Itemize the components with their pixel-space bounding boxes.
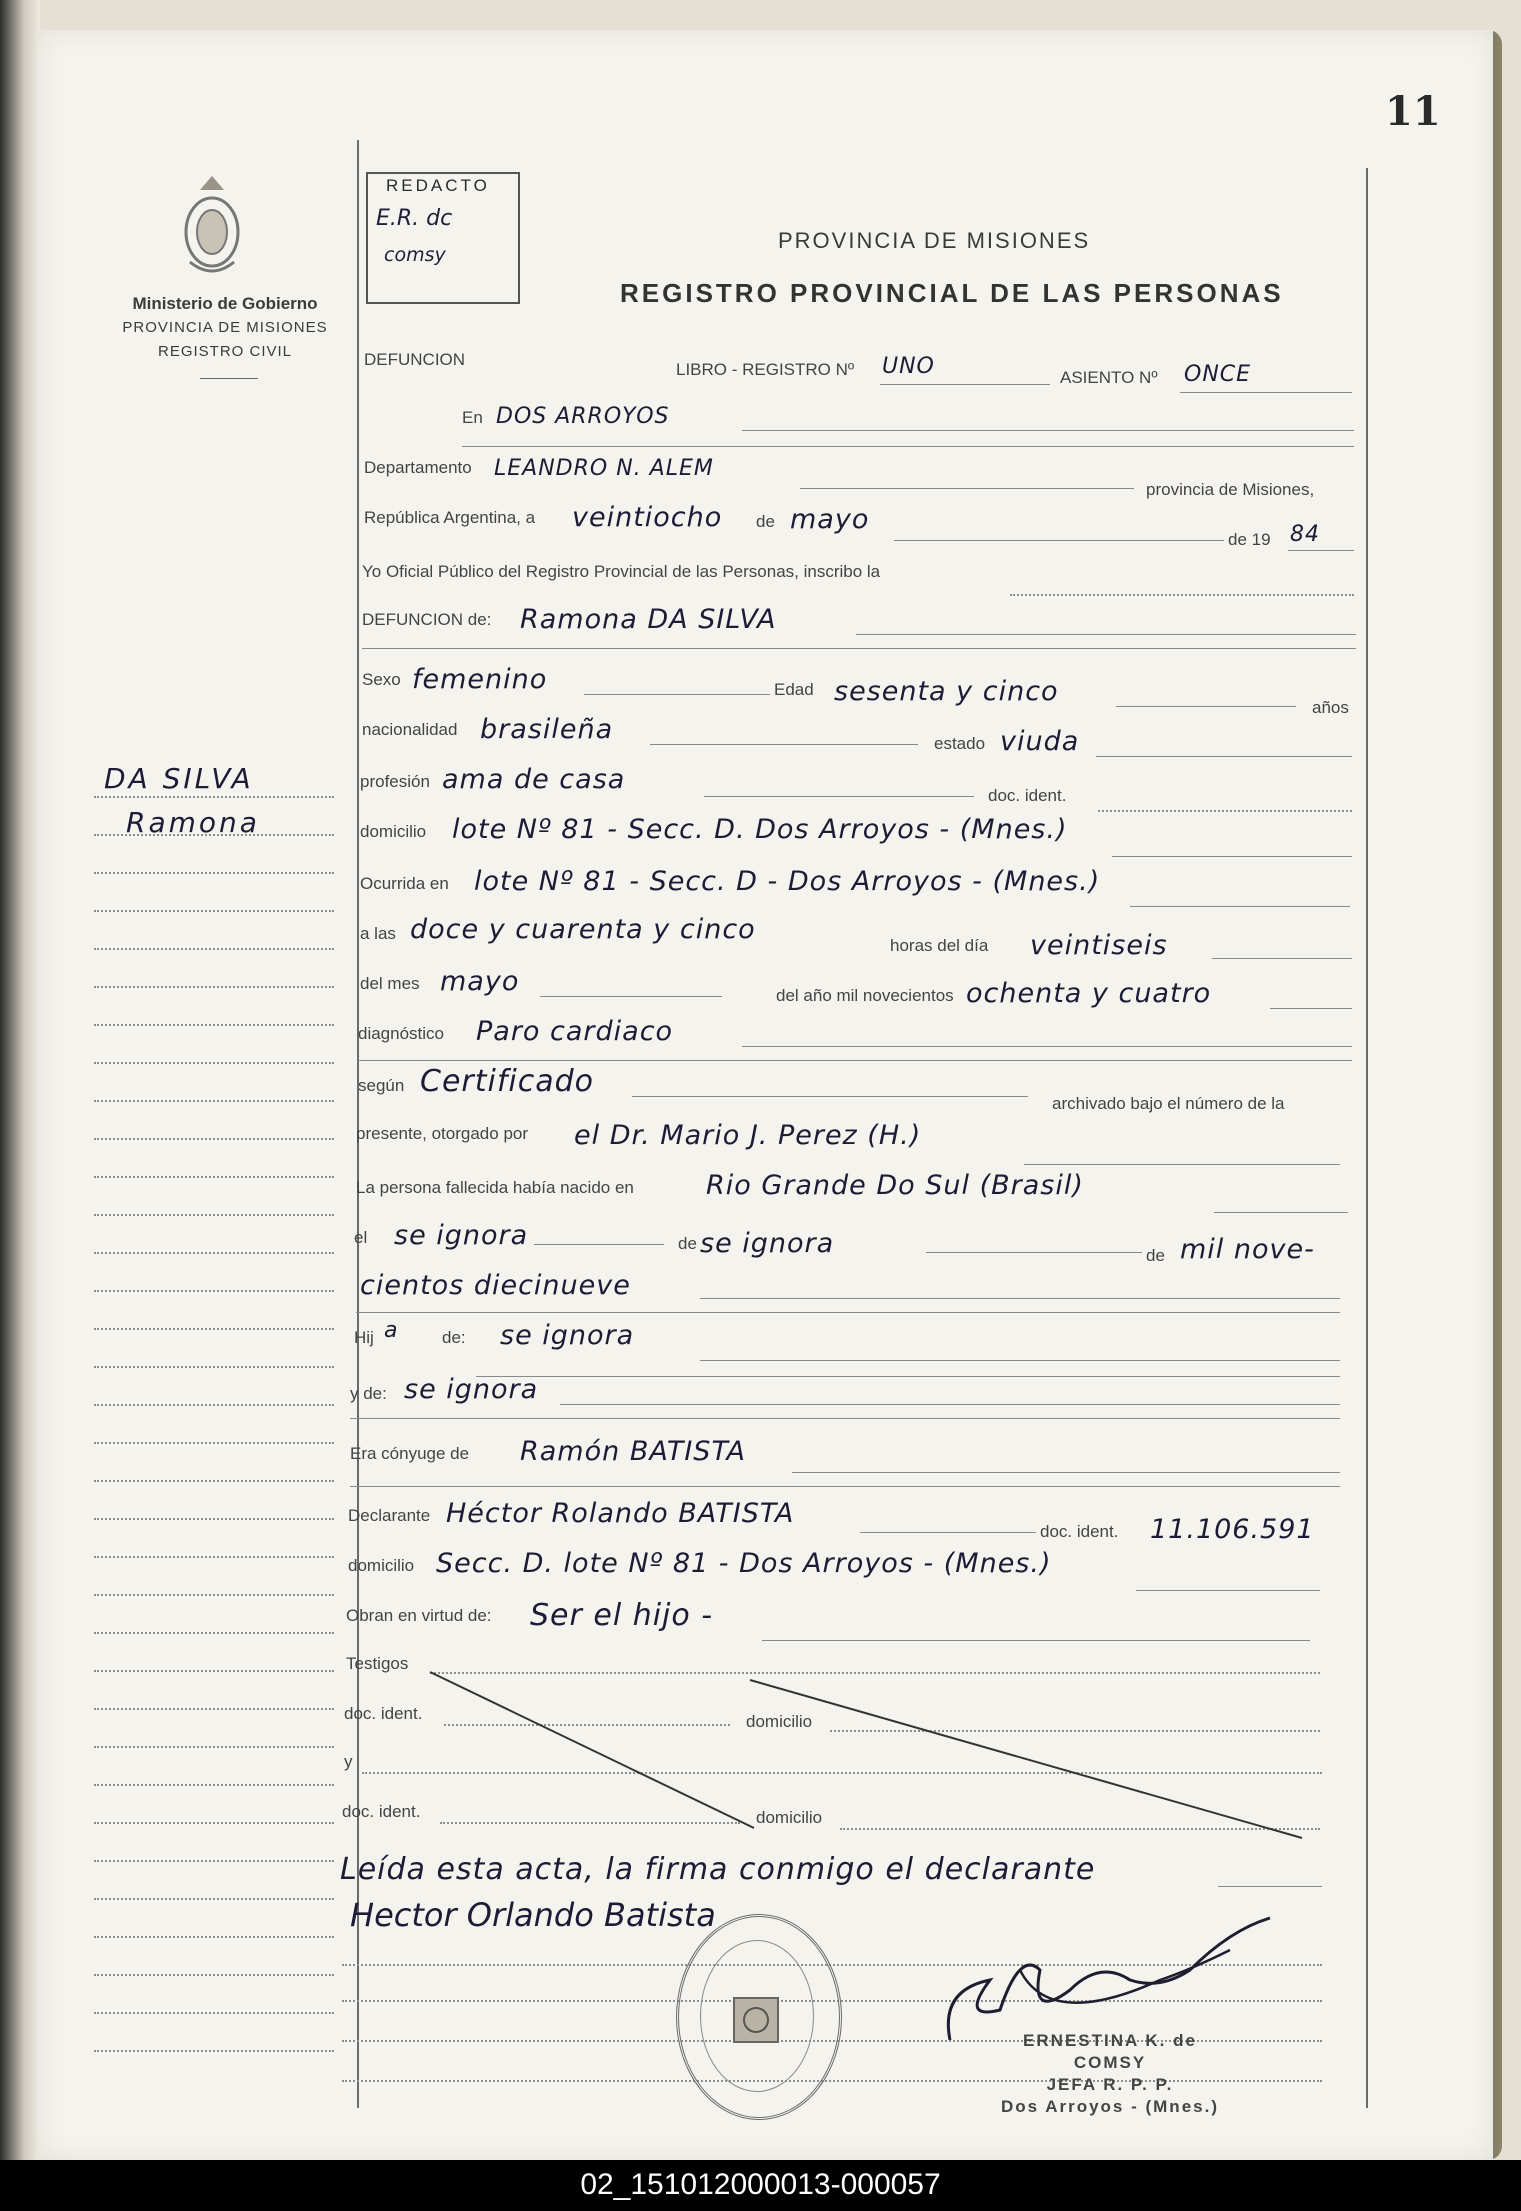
margin-rule	[94, 986, 334, 988]
official-name: ERNESTINA K. de COMSY	[1023, 2031, 1197, 2072]
month-de-label: de	[756, 512, 775, 531]
dia-rule	[1212, 958, 1352, 959]
deceased-rule-2	[362, 648, 1356, 649]
margin-rule	[94, 1366, 334, 1368]
estado-value: viuda	[1000, 726, 1080, 757]
margin-rule	[94, 1138, 334, 1140]
nacionalidad-label: nacionalidad	[362, 720, 458, 739]
ministry-name: Ministerio de Gobierno	[132, 294, 318, 313]
segun-rule	[632, 1096, 1028, 1097]
year-suffix-value: 84	[1290, 522, 1320, 547]
del-mes-label: del mes	[360, 974, 420, 993]
margin-rule	[94, 2012, 334, 2014]
de3-label: de	[1146, 1246, 1165, 1265]
ano-value: ochenta y cuatro	[966, 978, 1212, 1009]
sexo-value: femenino	[412, 664, 548, 695]
oficial-rule	[1010, 594, 1354, 596]
conyuge-rule	[792, 1472, 1340, 1473]
el-rule	[534, 1244, 664, 1245]
de2-value: se ignora	[700, 1228, 835, 1259]
year-cont-rule-2	[356, 1312, 1340, 1313]
form-right-border	[1366, 168, 1368, 2108]
padre-rule	[700, 1360, 1340, 1361]
year-rule	[1288, 550, 1354, 551]
de2-label: de	[678, 1234, 697, 1253]
place-value: DOS ARROYOS	[496, 404, 670, 429]
obran-label: Obran en virtud de:	[346, 1606, 492, 1625]
margin-rule	[94, 1594, 334, 1596]
margin-rule	[94, 1746, 334, 1748]
margin-firstname: Ramona	[126, 806, 260, 839]
day-value: veintiocho	[572, 502, 723, 533]
margin-rule	[94, 1100, 334, 1102]
estado-label: estado	[934, 734, 986, 753]
margin-rule	[94, 834, 334, 836]
margin-rule	[94, 872, 334, 874]
oficial-statement: Yo Oficial Público del Registro Provincial de las Personas, inscribo la	[362, 562, 881, 581]
mes-value: mayo	[440, 966, 520, 997]
diagnostico-label: diagnóstico	[358, 1024, 445, 1043]
margin-rule	[94, 1290, 334, 1292]
year-continuation: cientos diecinueve	[360, 1270, 631, 1301]
margin-rule	[94, 1480, 334, 1482]
diagnostico-rule	[742, 1046, 1352, 1047]
profesion-rule	[704, 796, 974, 797]
official-title: JEFA R. P. P.	[1046, 2075, 1174, 2094]
departamento-value: LEANDRO N. ALEM	[494, 456, 714, 481]
testigos-cancel-strokes	[420, 1660, 1320, 1840]
departamento-rule	[800, 488, 1134, 489]
padre-rule-2	[476, 1376, 1340, 1377]
madre-value: se ignora	[404, 1374, 539, 1405]
el-value: se ignora	[394, 1220, 529, 1251]
ministry-province: PROVINCIA DE MISIONES	[122, 319, 328, 336]
profesion-label: profesión	[360, 772, 430, 791]
profesion-value: ama de casa	[442, 764, 626, 795]
declarante-label: Declarante	[348, 1506, 431, 1525]
dia-value: veintiseis	[1030, 930, 1168, 961]
testigo1-domicilio-label: domicilio	[746, 1712, 813, 1731]
decl-doc-value: 11.106.591	[1150, 1514, 1315, 1545]
a-las-label: a las	[360, 924, 396, 943]
seal-crest-icon	[728, 1990, 784, 2050]
margin-rule	[94, 1632, 334, 1634]
ministry-block	[100, 292, 350, 364]
redacto-handwriting-2: comsy	[384, 244, 446, 266]
asiento-value: ONCE	[1184, 362, 1252, 387]
testigo2-domicilio-label: domicilio	[756, 1808, 823, 1827]
y-label: y	[344, 1752, 353, 1771]
page-number: 11	[1385, 88, 1441, 135]
domicilio-value: lote Nº 81 - Secc. D. Dos Arroyos - (Mnes.)	[452, 814, 1068, 845]
hij-label: Hij	[354, 1328, 374, 1347]
obran-rule	[762, 1640, 1310, 1641]
margin-rule	[94, 1670, 334, 1672]
conyuge-label: Era cónyuge de	[350, 1444, 470, 1463]
ocurrida-rule	[1130, 906, 1350, 907]
hij-suffix: a	[384, 1318, 399, 1343]
testigos-label: Testigos	[346, 1654, 409, 1673]
margin-rule	[94, 1936, 334, 1938]
decl-domicilio-value: Secc. D. lote Nº 81 - Dos Arroyos - (Mnes.)	[436, 1548, 1052, 1579]
del-ano-label: del año mil novecientos	[776, 986, 954, 1005]
doc-ident-label: doc. ident.	[988, 786, 1067, 805]
redacto-title: REDACTO	[386, 176, 490, 195]
closing-statement: Leída esta acta, la firma conmigo el declarante	[340, 1852, 1096, 1887]
de2-rule	[926, 1252, 1142, 1253]
declarante-rule	[860, 1532, 1036, 1533]
conyuge-value: Ramón BATISTA	[520, 1436, 746, 1467]
record-type-label: DEFUNCION	[364, 350, 466, 369]
ano-rule	[1270, 1008, 1352, 1009]
testigo1-doc-label: doc. ident.	[344, 1704, 423, 1723]
departamento-label: Departamento	[364, 458, 472, 477]
closing-rule	[1218, 1886, 1322, 1887]
edad-rule	[1116, 706, 1296, 707]
margin-rule	[94, 1328, 334, 1330]
book-spine-edge	[0, 0, 40, 2160]
madre-rule-2	[350, 1418, 1340, 1419]
official-location: Dos Arroyos - (Mnes.)	[1000, 2097, 1219, 2116]
margin-rule	[94, 1442, 334, 1444]
margin-rule	[94, 1974, 334, 1976]
padre-value: se ignora	[500, 1320, 635, 1351]
doc-ident-rule	[1098, 810, 1352, 812]
conyuge-rule-2	[350, 1486, 1340, 1487]
libro-rule	[880, 384, 1050, 385]
deceased-name: Ramona DA SILVA	[520, 604, 777, 635]
month-value: mayo	[790, 504, 870, 535]
defuncion-de-label: DEFUNCION de:	[362, 610, 492, 629]
margin-rule	[94, 1784, 334, 1786]
decl-doc-label: doc. ident.	[1040, 1522, 1119, 1541]
estado-rule	[1096, 756, 1352, 757]
margin-rule	[94, 1708, 334, 1710]
mes-rule	[540, 996, 722, 997]
scan-filename: 02_151012000013-000057	[580, 2168, 941, 2201]
declarante-value: Héctor Rolando BATISTA	[446, 1498, 795, 1529]
ocurrida-value: lote Nº 81 - Secc. D - Dos Arroyos - (Mnes.)	[474, 866, 1101, 897]
edad-label: Edad	[774, 680, 814, 699]
decl-domicilio-rule	[1136, 1590, 1320, 1591]
year-prefix-label: de 19	[1228, 530, 1271, 549]
asiento-label: ASIENTO Nº	[1060, 368, 1158, 387]
month-rule	[894, 540, 1224, 541]
margin-rule	[94, 796, 334, 798]
margin-rule	[94, 1518, 334, 1520]
otorgado-value: el Dr. Mario J. Perez (H.)	[574, 1120, 922, 1151]
el-label: el	[354, 1228, 368, 1247]
obran-value: Ser el hijo -	[530, 1598, 714, 1633]
margin-rule	[94, 1176, 334, 1178]
ocurrida-label: Ocurrida en	[360, 874, 449, 893]
ministry-registry: REGISTRO CIVIL	[157, 343, 293, 360]
presente-label: presente, otorgado por	[356, 1124, 529, 1143]
place-rule-2	[462, 446, 1354, 447]
margin-rule	[94, 1404, 334, 1406]
sexo-label: Sexo	[362, 670, 401, 689]
redacto-handwriting-1: E.R. dc	[376, 206, 453, 231]
hij-de-label: de:	[442, 1328, 466, 1347]
republica-label: República Argentina, a	[364, 508, 536, 527]
en-label: En	[462, 408, 483, 427]
province-heading: PROVINCIA DE MISIONES	[778, 228, 1091, 253]
margin-rule	[94, 1556, 334, 1558]
margin-rule	[94, 1898, 334, 1900]
year-cont-rule	[700, 1298, 1340, 1299]
decl-domicilio-label: domicilio	[348, 1556, 415, 1575]
margin-rule	[94, 1252, 334, 1254]
margin-rule	[94, 1214, 334, 1216]
margin-rule	[94, 910, 334, 912]
nacido-label: La persona fallecida había nacido en	[356, 1178, 634, 1197]
edad-value: sesenta y cinco	[834, 676, 1059, 707]
margin-rule	[94, 2050, 334, 2052]
libro-value: UNO	[882, 354, 935, 379]
diagnostico-value: Paro cardiaco	[476, 1016, 674, 1047]
testigo2-doc-label: doc. ident.	[342, 1802, 421, 1821]
archivado-label: archivado bajo el número de la	[1052, 1094, 1285, 1113]
margin-surname: DA SILVA	[104, 762, 254, 795]
provincia-label: provincia de Misiones,	[1146, 480, 1315, 499]
hora-value: doce y cuarenta y cinco	[410, 914, 756, 945]
official-stamp	[990, 2030, 1230, 2118]
declarant-signature: Hector Orlando Batista	[350, 1896, 716, 1934]
coat-of-arms-icon	[182, 172, 242, 282]
margin-rule	[94, 1860, 334, 1862]
nacido-value: Rio Grande Do Sul (Brasil)	[706, 1170, 1084, 1201]
margin-rule	[94, 1024, 334, 1026]
otorgado-rule	[1024, 1164, 1340, 1165]
segun-label: según	[358, 1076, 405, 1095]
margin-rule	[94, 1062, 334, 1064]
y-de-label: y de:	[350, 1384, 387, 1403]
nacionalidad-rule	[650, 744, 918, 745]
domicilio-label: domicilio	[360, 822, 427, 841]
horas-label: horas del día	[890, 936, 989, 955]
margin-rule	[94, 948, 334, 950]
registry-heading: REGISTRO PROVINCIAL DE LAS PERSONAS	[620, 278, 1284, 308]
ministry-divider	[200, 378, 258, 379]
madre-rule	[560, 1404, 1340, 1405]
segun-value: Certificado	[420, 1064, 595, 1099]
anos-label: años	[1312, 698, 1349, 717]
nacionalidad-value: brasileña	[480, 714, 614, 745]
libro-label: LIBRO - REGISTRO Nº	[676, 360, 855, 379]
margin-rule	[94, 1822, 334, 1824]
deceased-rule	[856, 634, 1356, 635]
asiento-rule	[1180, 392, 1352, 393]
domicilio-rule	[1112, 856, 1352, 857]
sexo-rule	[584, 694, 770, 695]
diagnostico-rule-2	[358, 1060, 1352, 1061]
place-rule	[742, 430, 1354, 431]
de3-value: mil nove-	[1180, 1234, 1315, 1265]
nacido-rule	[1214, 1212, 1348, 1213]
